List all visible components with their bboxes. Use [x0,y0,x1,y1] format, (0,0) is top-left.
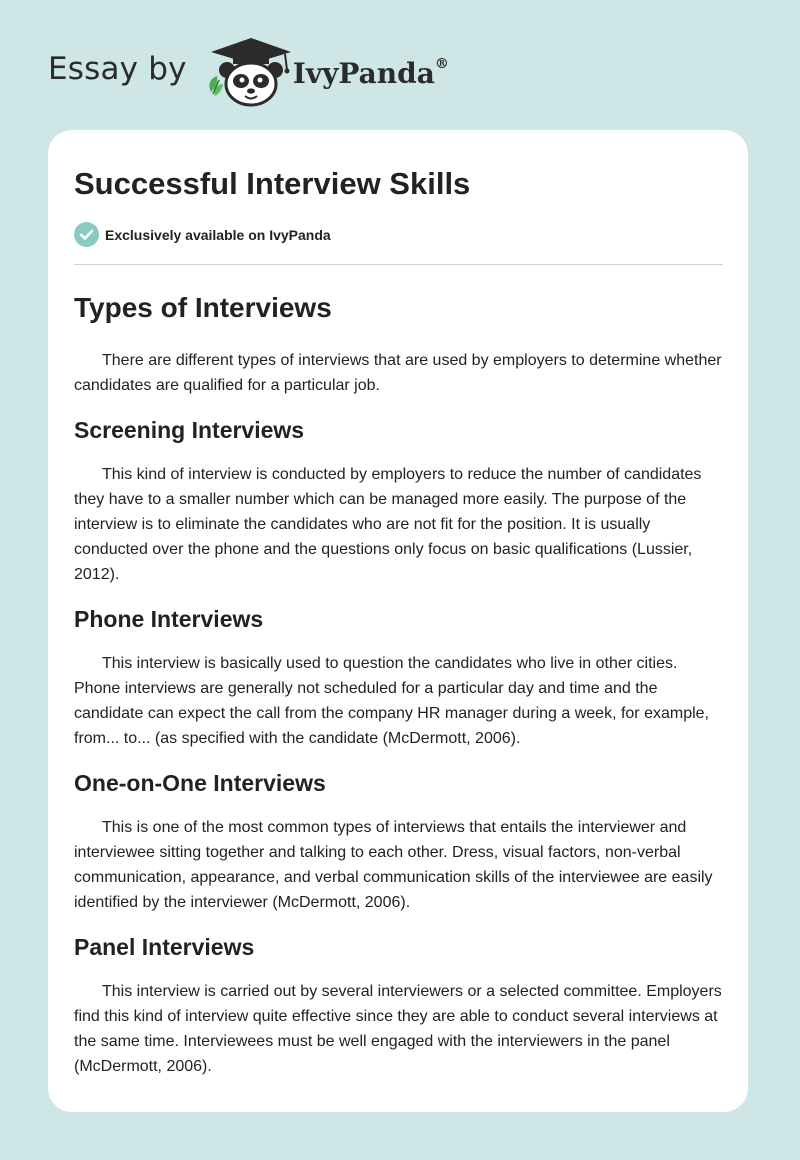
panda-graduate-icon [203,34,299,108]
subsection-heading: Screening Interviews [74,417,305,443]
brand-name: IvyPanda® [292,56,449,90]
subsection-heading: One-on-One Interviews [74,770,326,796]
section-one-on-one [74,768,723,915]
subsection-heading: Panel Interviews [74,934,255,960]
subsection-paragraph: This kind of interview is conducted by employers to reduce the number of candidates they have to a smaller number which can be managed more easily. The purpose of the interview is to eliminate the candidates who are not fit for the position. It is usually conducted over the phone and the questions only focus on basic qualifications (Lussier, 2012). [74,466,702,583]
subsection-paragraph: This interview is basically used to question the candidates who live in other cities. Phone interviews are generally not scheduled for a particular day and time and the candidate can expect the call from the company HR manager during a week, for example, from... to... (as specified with the candidate (McDermott, 2006). [74,655,709,747]
brand-prefix: Essay by [48,51,187,87]
subsection-heading: Phone Interviews [74,606,264,632]
exclusive-badge-text: Exclusively available on IvyPanda [105,226,331,243]
section-heading: Types of Interviews [74,292,332,323]
registered-mark: ® [434,56,449,73]
section-phone [74,604,723,751]
subsection-paragraph: This interview is carried out by several interviewers or a selected committee. Employers find this kind of interview quite effective since they are able to conduct several interviews at the same time. Interviewees must be well engaged with the interviewers in the panel (McDermott, 2006). [74,983,722,1075]
essay-card [48,130,748,1112]
subsection-paragraph: This is one of the most common types of interviews that entails the interviewer and interviewee sitting together and talking to each other. Dress, visual factors, non-verbal communication, appearance, and verbal communication skills of the interviewee are easily identified by the interviewer (McDermott, 2006). [74,819,713,911]
brand-header[interactable] [48,34,449,108]
exclusive-badge [74,222,723,265]
page-title: Successful Interview Skills [74,166,471,201]
section-screening [74,415,723,587]
intro-paragraph: There are different types of interviews that are used by employers to determine whether candidates are qualified for a particular job. [74,352,722,394]
check-circle-icon [74,222,99,247]
section-panel [74,932,723,1079]
